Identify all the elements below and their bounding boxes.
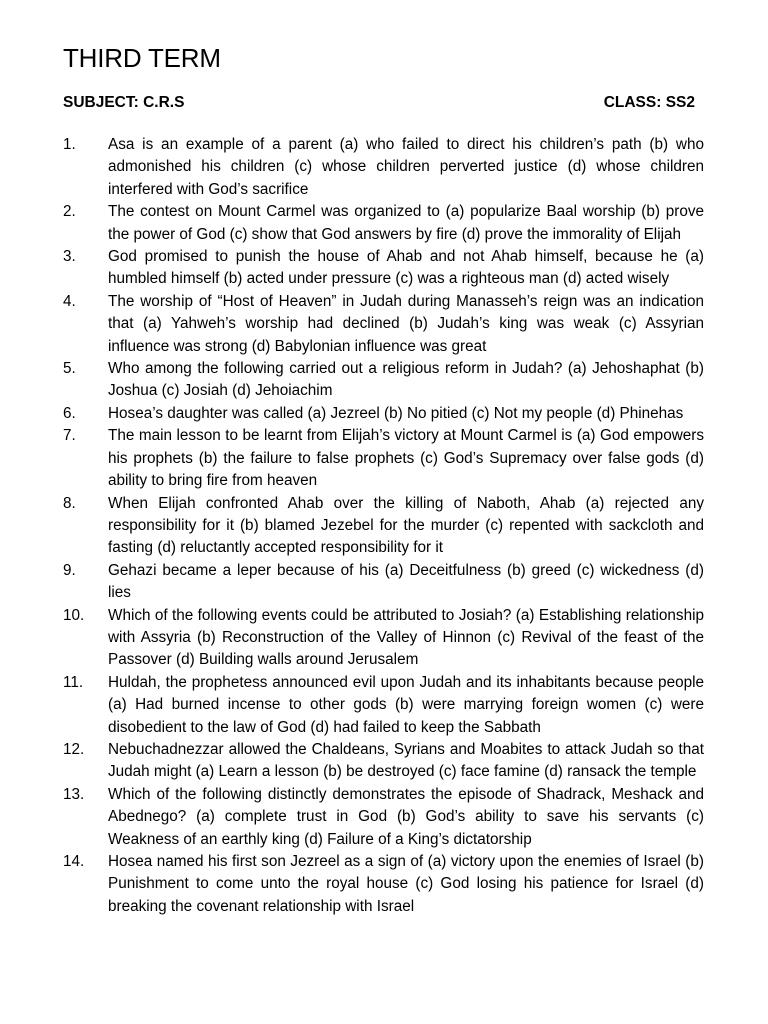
question-number: 6. [63,404,76,422]
question-text: Asa is an example of a parent (a) who failed to direct his children’s path (b) who admonished his children (c) whose children perverted justice (d) whose children interfered with God’s sacrifice [108,136,704,198]
question-number: 2. [63,203,76,221]
question-item [63,403,704,425]
question-text: Huldah, the prophetess announced evil upon Judah and its inhabitants because people (a) Had burned incense to other gods (b) were marrying foreign women (c) were disobedient to the law of God (d) had failed to keep the Sabbath [108,673,704,736]
question-text: Hosea’s daughter was called (a) Jezreel (b) No pitied (c) Not my people (d) Phinehas [108,404,684,422]
question-number: 12. [63,740,85,758]
question-number: 1. [63,136,76,153]
question-number: 3. [63,248,76,266]
question-number: 7. [63,427,76,445]
page-title: THIRD TERM [63,43,221,73]
question-text: Nebuchadnezzar allowed the Chaldeans, Syrians and Moabites to attack Judah so that Judah might (a) Learn a lesson (b) be destroyed (c) face famine (d) ransack the temple [108,740,704,781]
question-number: 8. [63,494,76,512]
question-item [63,291,704,358]
question-text: The contest on Mount Carmel was organized to (a) popularize Baal worship (b) prove the power of God (c) show that God answers by fire (d) prove the immorality of Elijah [108,203,704,243]
question-item [63,739,704,784]
question-number: 9. [63,561,76,579]
question-item [63,605,704,672]
question-text: Gehazi became a leper because of his (a) Deceitfulness (b) greed (c) wickedness (d) lies [108,561,704,602]
question-text: The worship of “Host of Heaven” in Judah during Manasseh’s reign was an indication that (a) Yahweh’s worship had declined (b) Judah’s king was weak (c) Assyrian influence was strong (d) Babylonian influence was great [108,292,704,355]
question-number: 4. [63,292,76,310]
question-item [63,560,704,605]
question-number: 13. [63,785,85,803]
question-number: 5. [63,360,76,378]
question-item [63,134,704,201]
question-item [63,246,704,291]
question-item [63,784,704,851]
question-number: 14. [63,853,85,870]
question-text: Which of the following distinctly demonstrates the episode of Shadrack, Meshack and Abednego? (a) complete trust in God (b) God’s ability to save his servants (c) Weakness of an earthly king (d) Failure of a King’s dictatorship [108,785,704,848]
question-item [63,672,704,739]
question-text: Which of the following events could be attributed to Josiah? (a) Establishing relationship with Assyria (b) Reconstruction of the Valley of Hinnon (c) Revival of the feast of the Passover (d) Building walls around Jerusalem [108,606,704,669]
subject-class-row [63,92,695,114]
question-number: 11. [63,673,84,691]
question-item [63,851,704,918]
question-list [63,134,704,918]
class-label: CLASS: SS2 [603,94,695,111]
question-item [63,358,704,403]
question-text: The main lesson to be learnt from Elijah’s victory at Mount Carmel is (a) God empowers his prophets (b) the failure to false prophets (c) God’s Supremacy over false gods (d) ability to bring fire from heaven [108,427,704,490]
question-text: Hosea named his first son Jezreel as a sign of (a) victory upon the enemies of Israel (b) Punishment to come unto the royal house (c) God losing his patience for Israel (d) breaking the covenant relationship with Israel [108,853,704,915]
question-item [63,425,704,492]
question-text: When Elijah confronted Ahab over the killing of Naboth, Ahab (a) rejected any responsibility for it (b) blamed Jezebel for the murder (c) repented with sackcloth and fasting (d) reluctantly accepted responsibility for it [108,494,704,557]
subject-label: SUBJECT: C.R.S [63,94,185,111]
question-item [63,201,704,246]
question-text: God promised to punish the house of Ahab and not Ahab himself, because he (a) humbled himself (b) acted under pressure (c) was a righteous man (d) acted wisely [108,248,704,288]
question-item [63,493,704,560]
question-text: Who among the following carried out a religious reform in Judah? (a) Jehoshaphat (b) Joshua (c) Josiah (d) Jehoiachim [108,360,704,400]
question-number: 10. [63,606,85,624]
